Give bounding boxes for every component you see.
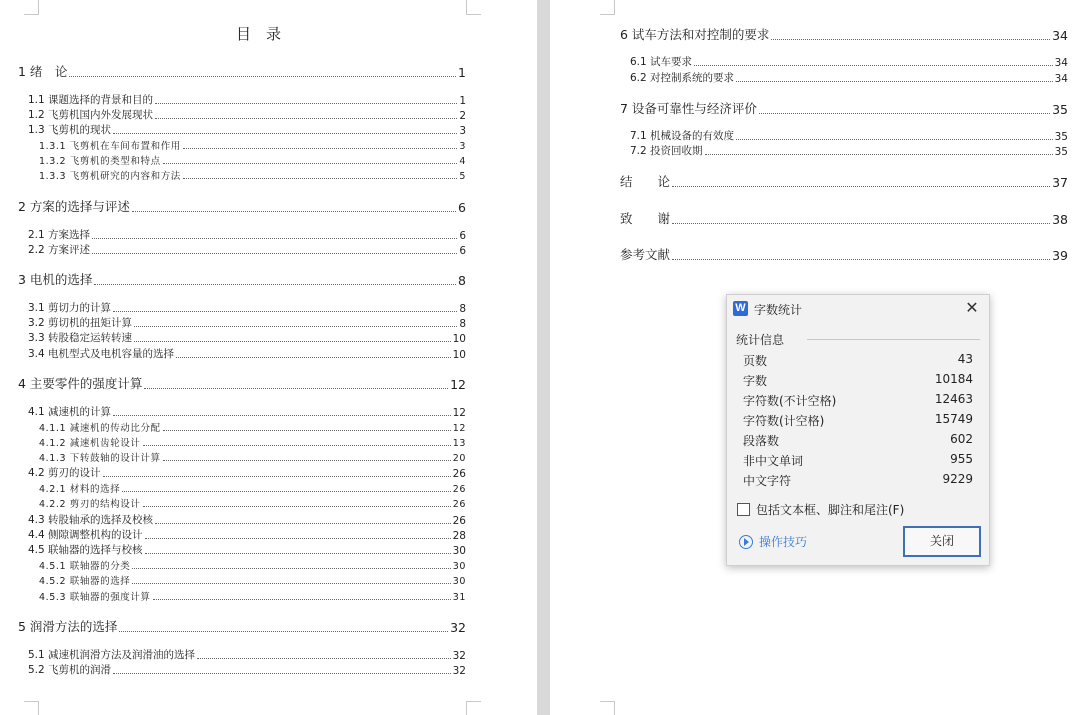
toc-dot-leader	[69, 76, 456, 77]
crop-mark	[466, 701, 481, 715]
toc-entry[interactable]	[18, 62, 466, 80]
toc-entry[interactable]	[620, 99, 1068, 117]
toc-entry-title: 4 主要零件的强度计算	[18, 376, 143, 391]
toc-entry-page: 34	[1054, 73, 1068, 85]
stat-label: 字符数(不计空格)	[743, 394, 837, 408]
toc-entry[interactable]	[28, 542, 466, 557]
stat-label: 中文字符	[743, 474, 792, 488]
toc-dot-leader	[705, 154, 1053, 155]
toc-entry-page: 6	[459, 230, 466, 242]
toc-dot-leader	[143, 445, 451, 446]
toc-entry-page: 4	[459, 156, 466, 167]
toc-dot-leader	[103, 476, 451, 477]
toc-entry[interactable]	[28, 122, 466, 137]
toc-entry[interactable]	[28, 315, 466, 330]
stat-label: 段落数	[743, 434, 780, 448]
toc-entry-title: 4.5 联轴器的选择与校核	[28, 544, 143, 556]
toc-entry-title: 1.2 飞剪机国内外发展现状	[28, 109, 154, 121]
toc-title: 目 录	[235, 25, 281, 43]
toc-entry-page: 13	[452, 438, 466, 449]
toc-entry-title: 1.3.2 飞剪机的类型和特点	[39, 156, 161, 167]
toc-entry[interactable]	[630, 70, 1068, 85]
stat-row	[743, 412, 973, 430]
toc-dot-leader	[134, 326, 457, 327]
toc-entry-page: 38	[1052, 212, 1068, 227]
toc-dot-leader	[113, 415, 451, 416]
crop-mark	[24, 0, 39, 15]
stat-value: 12463	[934, 392, 973, 406]
toc-entry-page: 35	[1052, 102, 1068, 117]
toc-entry[interactable]	[39, 153, 466, 167]
toc-entry-page: 8	[458, 273, 466, 288]
toc-entry-title: 4.1.2 减速机齿轮设计	[39, 438, 141, 449]
toc-entry-title: 5.2 飞剪机的润滑	[28, 664, 112, 676]
stat-value: 955	[950, 452, 973, 466]
toc-entry[interactable]	[28, 346, 466, 361]
close-button[interactable]: 关闭	[903, 526, 981, 557]
toc-entry-title: 4.3 转股轴承的选择及校核	[28, 514, 154, 526]
toc-entry-title: 结 论	[620, 174, 671, 189]
toc-entry-title: 2 方案的选择与评述	[18, 199, 130, 214]
toc-dot-leader	[176, 357, 451, 358]
toc-dot-leader	[94, 284, 456, 285]
toc-dot-leader	[132, 211, 456, 212]
toc-entry-page: 2	[459, 110, 466, 122]
toc-entry-title: 7.2 投资回收期	[630, 145, 703, 157]
toc-dot-leader	[143, 506, 451, 507]
toc-entry[interactable]	[39, 168, 466, 182]
toc-entry[interactable]	[630, 143, 1068, 158]
toc-entry-title: 4.2 剪刃的设计	[28, 467, 101, 479]
toc-entry-page: 8	[459, 303, 466, 315]
toc-entry-title: 3.1 剪切力的计算	[28, 302, 112, 314]
toc-entry[interactable]	[39, 496, 466, 510]
toc-entry-title: 3.2 剪切机的扭矩计算	[28, 317, 133, 329]
stat-label: 字数	[743, 374, 768, 388]
toc-entry[interactable]	[28, 227, 466, 242]
toc-dot-leader	[155, 103, 457, 104]
toc-dot-leader	[163, 460, 451, 461]
stat-value: 15749	[934, 412, 973, 426]
toc-entry-page: 35	[1054, 131, 1068, 143]
toc-entry-page: 28	[452, 530, 466, 542]
toc-entry-title: 4.5.1 联轴器的分类	[39, 561, 131, 572]
stat-value: 9229	[942, 472, 973, 486]
toc-entry[interactable]	[620, 172, 1068, 190]
toc-entry-page: 12	[452, 423, 466, 434]
stat-row	[743, 392, 973, 410]
toc-entry-page: 31	[452, 592, 466, 603]
document-page-left	[0, 0, 537, 715]
toc-entry-page: 26	[452, 468, 466, 480]
toc-entry-title: 1.3 飞剪机的现状	[28, 124, 112, 136]
include-textbox-footnote-option[interactable]	[737, 501, 904, 517]
toc-entry[interactable]	[39, 420, 466, 434]
tips-link-label[interactable]: 操作技巧	[759, 535, 808, 549]
toc-entry-title: 7.1 机械设备的有效度	[630, 130, 735, 142]
toc-entry-title: 6.2 对控制系统的要求	[630, 72, 735, 84]
toc-dot-leader	[694, 65, 1053, 66]
toc-entry-page: 32	[450, 620, 466, 635]
toc-entry-page: 10	[452, 349, 466, 361]
section-divider	[807, 339, 980, 340]
toc-entry-title: 6.1 试车要求	[630, 56, 693, 68]
toc-entry-page: 35	[1054, 146, 1068, 158]
stat-row	[743, 372, 973, 390]
toc-entry-page: 34	[1052, 28, 1068, 43]
toc-entry-title: 4.1.3 下转鼓轴的设计计算	[39, 453, 161, 464]
toc-entry[interactable]	[28, 92, 466, 107]
toc-entry-title: 1 绪 论	[18, 64, 68, 79]
toc-dot-leader	[92, 238, 457, 239]
toc-entry-title: 3.4 电机型式及电机容量的选择	[28, 348, 175, 360]
toc-entry-page: 5	[459, 171, 466, 182]
toc-dot-leader	[113, 133, 457, 134]
toc-entry-page: 12	[452, 407, 466, 419]
toc-entry[interactable]	[39, 573, 466, 587]
stat-row	[743, 452, 973, 470]
toc-dot-leader	[759, 113, 1050, 114]
toc-entry[interactable]	[620, 25, 1068, 43]
toc-entry-page: 32	[452, 665, 466, 677]
toc-entry[interactable]	[28, 242, 466, 257]
toc-entry-title: 4.1.1 减速机的传动比分配	[39, 423, 161, 434]
toc-dot-leader	[197, 658, 451, 659]
toc-entry-title: 7 设备可靠性与经济评价	[620, 101, 757, 116]
toc-dot-leader	[155, 118, 457, 119]
toc-entry[interactable]	[28, 107, 466, 122]
toc-entry[interactable]	[28, 404, 466, 419]
stat-label: 页数	[743, 354, 768, 368]
toc-dot-leader	[144, 388, 448, 389]
toc-entry-page: 3	[459, 125, 466, 137]
toc-dot-leader	[113, 311, 457, 312]
toc-entry-title: 5 润滑方法的选择	[18, 619, 118, 634]
toc-entry-page: 12	[450, 377, 466, 392]
toc-dot-leader	[155, 523, 451, 524]
toc-entry-title: 参考文献	[620, 247, 671, 262]
toc-dot-leader	[145, 553, 451, 554]
toc-entry-title: 1.3.1 飞剪机在车间布置和作用	[39, 141, 181, 152]
page-gutter	[537, 0, 550, 715]
crop-mark	[466, 0, 481, 15]
crop-mark	[600, 701, 615, 715]
dialog-titlebar[interactable]	[727, 295, 989, 323]
toc-entry-page: 30	[452, 576, 466, 587]
toc-dot-leader	[92, 253, 457, 254]
toc-entry-title: 3 电机的选择	[18, 272, 93, 287]
toc-entry[interactable]	[18, 617, 466, 635]
stat-row	[743, 472, 973, 490]
toc-entry-page: 3	[459, 141, 466, 152]
toc-entry[interactable]	[630, 54, 1068, 69]
toc-dot-leader	[163, 163, 458, 164]
dialog-title: 字数统计	[754, 303, 803, 317]
section-label: 统计信息	[736, 333, 785, 347]
toc-dot-leader	[736, 139, 1053, 140]
toc-entry-title: 3.3 转股稳定运转转速	[28, 332, 133, 344]
toc-entry[interactable]	[39, 589, 466, 603]
toc-entry[interactable]	[39, 138, 466, 152]
stat-label: 字符数(计空格)	[743, 414, 825, 428]
toc-entry[interactable]	[28, 300, 466, 315]
toc-dot-leader	[672, 223, 1050, 224]
toc-entry-title: 2.2 方案评述	[28, 244, 91, 256]
toc-dot-leader	[134, 341, 451, 342]
crop-mark	[600, 0, 615, 15]
toc-entry-page: 39	[1052, 248, 1068, 263]
toc-dot-leader	[122, 491, 450, 492]
word-count-dialog	[726, 294, 990, 566]
stat-value: 10184	[934, 372, 973, 386]
toc-entry-page: 10	[452, 333, 466, 345]
toc-dot-leader	[183, 148, 457, 149]
toc-entry-page: 1	[459, 95, 466, 107]
toc-entry[interactable]	[28, 512, 466, 527]
toc-dot-leader	[771, 39, 1050, 40]
toc-dot-leader	[163, 430, 451, 431]
toc-entry-page: 20	[452, 453, 466, 464]
toc-entry-page: 30	[452, 545, 466, 557]
toc-entry[interactable]	[39, 558, 466, 572]
toc-entry-title: 4.2.1 材料的选择	[39, 484, 121, 495]
toc-entry-title: 1.3.3 飞剪机研究的内容和方法	[39, 171, 181, 182]
toc-dot-leader	[672, 186, 1050, 187]
toc-entry[interactable]	[28, 647, 466, 662]
toc-entry-page: 6	[459, 245, 466, 257]
toc-dot-leader	[183, 178, 457, 179]
toc-entry[interactable]	[39, 450, 466, 464]
toc-entry-page: 26	[452, 484, 466, 495]
toc-entry-page: 26	[452, 499, 466, 510]
stat-row	[743, 352, 973, 370]
toc-entry-title: 6 试车方法和对控制的要求	[620, 27, 770, 42]
stat-value: 43	[957, 352, 973, 366]
toc-entry-title: 4.5.2 联轴器的选择	[39, 576, 131, 587]
play-circle-icon	[739, 535, 753, 549]
close-icon[interactable]: ✕	[965, 298, 979, 317]
toc-dot-leader	[119, 631, 448, 632]
toc-entry-page: 1	[458, 65, 466, 80]
toc-entry-title: 1.1 课题选择的背景和目的	[28, 94, 154, 106]
tips-link[interactable]	[739, 533, 807, 550]
checkbox[interactable]	[737, 503, 750, 516]
toc-dot-leader	[672, 259, 1050, 260]
toc-entry[interactable]	[18, 374, 466, 392]
toc-dot-leader	[132, 583, 450, 584]
stat-row	[743, 432, 973, 450]
toc-entry-title: 4.1 减速机的计算	[28, 406, 112, 418]
toc-entry-page: 32	[452, 650, 466, 662]
toc-entry-title: 致 谢	[620, 211, 671, 226]
toc-entry-title: 4.2.2 剪刃的结构设计	[39, 499, 141, 510]
checkbox-label[interactable]: 包括文本框、脚注和尾注(F)	[756, 502, 905, 517]
stat-label: 非中文单词	[743, 454, 804, 468]
toc-dot-leader	[153, 599, 451, 600]
toc-entry[interactable]	[39, 481, 466, 495]
toc-entry-page: 30	[452, 561, 466, 572]
toc-entry-page: 37	[1052, 175, 1068, 190]
wps-writer-icon: W	[733, 301, 748, 316]
toc-entry[interactable]	[620, 245, 1068, 263]
toc-entry[interactable]	[28, 662, 466, 677]
toc-entry[interactable]	[28, 330, 466, 345]
toc-entry-page: 26	[452, 515, 466, 527]
crop-mark	[24, 701, 39, 715]
toc-dot-leader	[145, 538, 451, 539]
toc-entry-page: 34	[1054, 57, 1068, 69]
toc-entry-page: 8	[459, 318, 466, 330]
toc-entry-title: 2.1 方案选择	[28, 229, 91, 241]
toc-entry-title: 5.1 减速机润滑方法及润滑油的选择	[28, 649, 196, 661]
toc-dot-leader	[132, 568, 450, 569]
toc-entry[interactable]	[28, 465, 466, 480]
toc-dot-leader	[113, 673, 451, 674]
toc-entry-title: 4.4 侧隙调整机构的设计	[28, 529, 143, 541]
toc-entry[interactable]	[18, 270, 466, 288]
toc-entry[interactable]	[39, 435, 466, 449]
toc-entry[interactable]	[620, 209, 1068, 227]
toc-entry-title: 4.5.3 联轴器的强度计算	[39, 592, 151, 603]
toc-entry[interactable]	[18, 197, 466, 215]
toc-dot-leader	[736, 81, 1053, 82]
toc-entry[interactable]	[630, 128, 1068, 143]
toc-entry[interactable]	[28, 527, 466, 542]
stat-value: 602	[950, 432, 973, 446]
toc-entry-page: 6	[458, 200, 466, 215]
